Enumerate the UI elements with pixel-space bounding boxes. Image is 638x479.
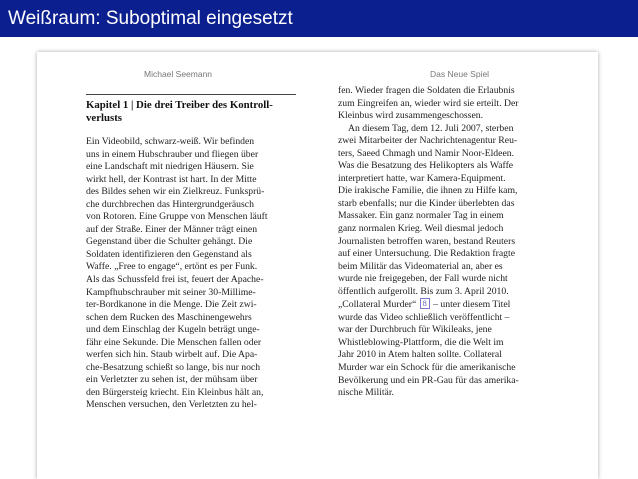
right-page-text-middle (338, 135, 551, 298)
text-line-with-reference (338, 298, 551, 312)
book-page-spread (37, 52, 598, 479)
text-line: auf der Straße. Einer der Männer trägt einen (86, 223, 258, 235)
text-line: werfen sich hin. Staub wirbelt auf. Die Apa- (86, 349, 258, 361)
text-line: und dem Einschlag der Kugeln beträgt unge- (86, 324, 260, 336)
text-line: ter-Bordkanone in die Menge. Die Zeit zwi- (86, 299, 257, 311)
text-line: nische Militär. (338, 387, 394, 399)
text-line: Was die Besatzung des Helikopters als Waffe (338, 160, 514, 172)
text-line: Waffe. „Free to engage“, ertönt es per Funk. (86, 261, 258, 273)
reference-line-start: „Collateral Murder“ (338, 299, 417, 311)
text-line: auf einer Untersuchung. Die Redaktion fragte (338, 248, 516, 260)
text-line: Jahr 2010 in Atem halten sollte. Collateral (338, 349, 502, 361)
text-line: Menschen versuchen, den Verletzten zu hel- (86, 399, 257, 411)
left-page-text (86, 136, 296, 412)
text-line: zum Eingreifen an, wieder wird sie erteilt. Der (338, 97, 519, 109)
right-page-column (338, 85, 551, 400)
text-line: wurde nie freigegeben, der Fall wurde nicht (338, 273, 508, 285)
chapter-heading: Kapitel 1 | Die drei Treiber des Kontrollverlusts (86, 99, 273, 124)
text-line: ein Verletzter zu sehen ist, der mühsam über (86, 374, 258, 386)
paragraph-first-line: An diesem Tag, dem 12. Juli 2007, sterben (348, 122, 514, 134)
text-line: Soldaten identifizieren den Gegenstand als (86, 248, 252, 260)
text-line: öffentlich aufgerollt. Bis zum 3. April 2010. (338, 285, 509, 297)
text-line: fen. Wieder fragen die Soldaten die Erlaubnis (338, 85, 515, 96)
text-line: Kampfhubschrauber mit seiner 30-Millime- (86, 286, 256, 298)
chapter-rule (86, 94, 296, 95)
running-header-author: Michael Seemann (144, 69, 213, 79)
text-line: uns in einem Hubschrauber und fliegen über (86, 148, 259, 160)
text-line: starb ebenfalls; nur die Kinder überlebten das (338, 197, 515, 209)
reference-line-end: – unter diesem Titel (433, 299, 511, 311)
text-line: wirkt hell, der Kontrast ist hart. In der Mitte (86, 173, 257, 185)
text-line: Kleinbus wird zusammengeschossen. (338, 110, 484, 122)
text-line: eine Landschaft mit niedrigen Häusern. Sie (86, 161, 254, 173)
text-line: Massaker. Ein ganz normaler Tag in einem (338, 210, 504, 222)
text-line: interpretiert hatte, war Kamera-Equipment. (338, 172, 506, 184)
text-line: wurde das Video schließlich veröffentlicht – (338, 311, 510, 323)
text-line: den Bürgersteig kriecht. Ein Kleinbus hält an, (86, 386, 264, 398)
text-line: schen dem Rucken des Maschinengewehrs (86, 311, 252, 323)
text-line: zwei Mitarbeiter der Nachrichtenagentur Reu- (338, 135, 518, 147)
text-line: Ein Videobild, schwarz-weiß. Wir befinden (86, 136, 255, 147)
text-line: Als das Schussfeld frei ist, feuert der Apache- (86, 274, 264, 286)
text-line: Gegenstand über die Schulter gehängt. Die (86, 236, 253, 248)
slide-title: Weißraum: Suboptimal eingesetzt (0, 0, 638, 37)
left-page-column (86, 85, 296, 412)
text-line: che durchbrechen das Hintergrundgeräusch (86, 198, 254, 210)
text-line: beim Militär das Videomaterial an, aber es (338, 260, 503, 272)
running-header-title: Das Neue Spiel (430, 69, 490, 79)
right-page-text-bottom (338, 312, 551, 400)
right-page-text-top (338, 85, 551, 123)
text-line: von Rotoren. Eine Gruppe von Menschen läuft (86, 211, 268, 223)
text-line: war der Durchbruch für Wikileaks, jene (338, 324, 492, 336)
footnote-reference-badge[interactable]: 8 (420, 298, 430, 309)
text-line: Bevölkerung und ein PR-Gau für das amerika- (338, 374, 519, 386)
text-line: Die irakische Familie, die ihnen zu Hilfe kam, (338, 185, 518, 197)
text-line: Journalisten betroffen waren, bestand Reuters (338, 235, 516, 247)
text-line: che-Besatzung schießt so lange, bis nur noch (86, 361, 261, 373)
text-line: des Bildes sehen wir ein Zielkreuz. Funksprü- (86, 186, 265, 198)
text-line: ganz normalen Krieg. Weil diesmal jedoch (338, 223, 504, 235)
text-line: Whistleblowing-Plattform, die die Welt im (338, 336, 504, 348)
text-line: ters, Saeed Chmagh und Namir Noor-Eldeen. (338, 147, 515, 159)
text-line: fähr eine Sekunde. Die Menschen fallen oder (86, 336, 262, 348)
text-line: Murder war ein Schock für die amerikanische (338, 362, 516, 374)
